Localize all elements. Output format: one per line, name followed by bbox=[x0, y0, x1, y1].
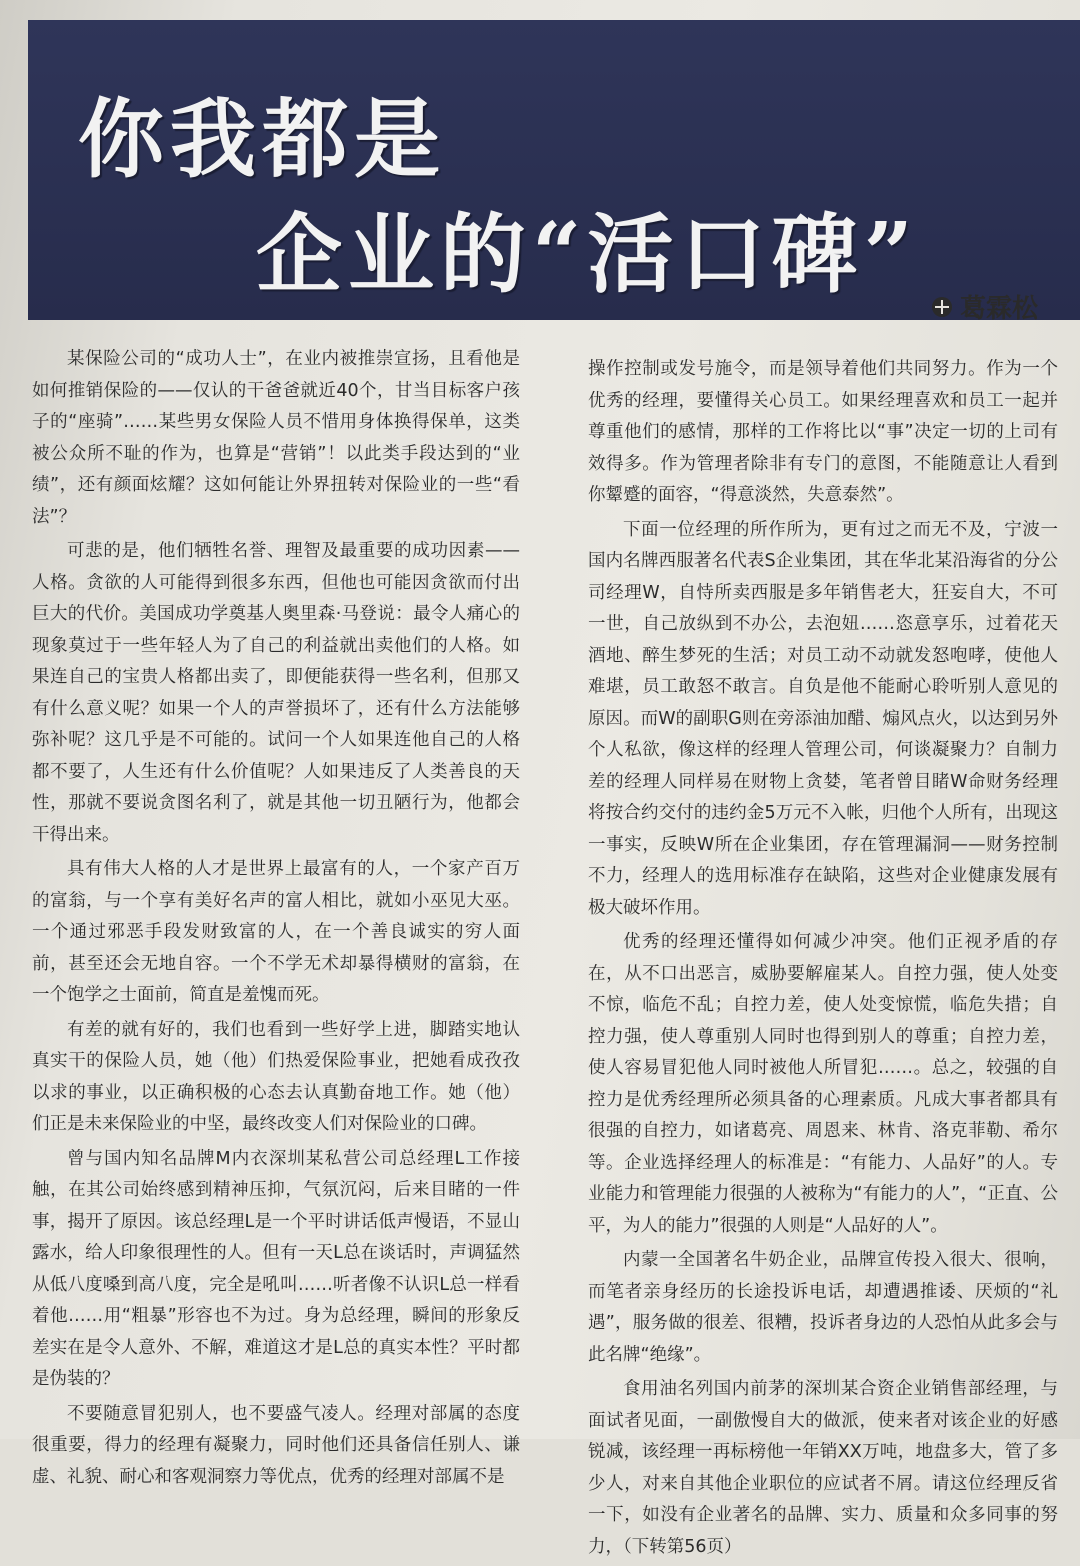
paragraph: 不要随意冒犯别人，也不要盛气凌人。经理对部属的态度很重要，得力的经理有凝聚力，同时他们还具备信任别人、谦虚、礼貌、耐心和客观洞察力等优点，优秀的经理对部属不是 bbox=[32, 1403, 520, 1487]
paragraph: 具有伟大人格的人才是世界上最富有的人，一个家产百万的富翁，与一个享有美好名声的富人相比，就如小巫见大巫。一个通过邪恶手段发财致富的人，在一个善良诚实的穷人面前，甚至还会无地自容。一个不学无术却暴得横财的富翁，在一个饱学之士面前，简直是羞愧而死。 bbox=[32, 859, 520, 1005]
byline-marker-icon bbox=[932, 297, 952, 317]
paragraph: 有差的就有好的，我们也看到一些好学上进，脚踏实地认真实干的保险人员，她（他）们热爱保险事业，把她看成孜孜以求的事业，以正确积极的心态去认真勤奋地工作。她（他）们正是未来保险业的中坚，最终改变人们对保险业的口碑。 bbox=[32, 1019, 520, 1134]
paragraph: 可悲的是，他们牺牲名誉、理智及最重要的成功因素——人格。贪欲的人可能得到很多东西，但他也可能因贪欲而付出巨大的代价。美国成功学奠基人奥里森·马登说：最令人痛心的现象莫过于一些年轻人为了自己的利益就出卖他们的人格。如果连自己的宝贵人格都出卖了，即便能获得一些名利，但那又有什么意义呢？如果一个人的声誉损坏了，还有什么方法能够弥补呢？这几乎是不可能的。试问一个人如果连他自己的人格都不要了，人生还有什么价值呢？人如果违反了人类善良的天性，那就不要说贪图名利了，就是其他一切丑陋行为，他都会干得出来。 bbox=[32, 541, 520, 845]
author-byline bbox=[932, 288, 1038, 325]
paragraph: 某保险公司的“成功人士”，在业内被推崇宣扬，且看他是如何推销保险的——仅认的干爸爸就近40个，甘当目标客户孩子的“座骑”……某些男女保险人员不惜用身体换得保单，这类被公众所不耻的作为，也算是“营销”！以此类手段达到的“业绩”，还有颜面炫耀？这如何能让外界扭转对保险业的一些“看法”？ bbox=[32, 349, 520, 527]
paragraph: 食用油名列国内前茅的深圳某合资企业销售部经理，与面试者见面，一副傲慢自大的做派，使来者对该企业的好感锐减，该经理一再标榜他一年销XX万吨，地盘多大，管了多少人，对来自其他企业职位的应试者不屑。请这位经理反省一下，如没有企业著名的品牌、实力、质量和众多同事的努力，（下转第56页） bbox=[588, 1379, 1058, 1557]
left-column bbox=[32, 344, 520, 1496]
paragraph: 操作控制或发号施令，而是领导着他们共同努力。作为一个优秀的经理，要懂得关心员工。如果经理喜欢和员工一起并尊重他们的感情，那样的工作将比以“事”决定一切的上司有效得多。作为管理者除非有专门的意图，不能随意让人看到你颦蹙的面容，“得意淡然，失意泰然”。 bbox=[588, 359, 1058, 505]
author-name: 葛霖松 bbox=[959, 294, 1038, 324]
paragraph: 下面一位经理的所作所为，更有过之而无不及，宁波一国内名牌西服著名代表S企业集团，其在华北某沿海省的分公司经理W，自恃所卖西服是多年销售老大，狂妄自大，不可一世，自己放纵到不办公，去泡妞……恣意享乐，过着花天酒地、醉生梦死的生活；对员工动不动就发怒咆哮，使他人难堪，员工敢怒不敢言。自负是他不能耐心聆听别人意见的原因。而W的副职G则在旁添油加醋、煽风点火，以达到另外个人私欲，像这样的经理人管理公司，何谈凝聚力？自制力差的经理人同样易在财物上贪婪，笔者曾目睹W命财务经理将按合约交付的违约金5万元不入帐，归他个人所有，出现这一事实，反映W所在企业集团，存在管理漏洞——财务控制不力，经理人的选用标准存在缺陷，这些对企业健康发展有极大破坏作用。 bbox=[588, 519, 1058, 918]
paragraph: 曾与国内知名品牌M内衣深圳某私营公司总经理L工作接触，在其公司始终感到精神压抑，气氛沉闷，后来目睹的一件事，揭开了原因。该总经理L是一个平时讲话低声慢语，不显山露水，给人印象很理性的人。但有一天L总在谈话时，声调猛然从低八度嗓到高八度，完全是吼叫……听者像不认识L总一样看着他……用“粗暴”形容也不为过。身为总经理，瞬间的形象反差实在是令人意外、不解，难道这才是L总的真实本性？平时都是伪装的？ bbox=[32, 1148, 520, 1389]
title-banner bbox=[28, 20, 1080, 320]
article-title-line-2: 企业的“活口碑” bbox=[256, 204, 919, 305]
paragraph: 优秀的经理还懂得如何减少冲突。他们正视矛盾的存在，从不口出恶言，威胁要解雇某人。自控力强，使人处变不惊，临危不乱；自控力差，使人处变惊慌，临危失措；自控力强，使人尊重别人同时也得到别人的尊重；自控力差，使人容易冒犯他人同时被他人所冒犯……。总之，较强的自控力是优秀经理所必须具备的心理素质。凡成大事者都具有很强的自控力，如诸葛亮、周恩来、林肯、洛克菲勒、希尔等。企业选择经理人的标准是：“有能力、人品好”的人。专业能力和管理能力很强的人被称为“有能力的人”，“正直、公平，为人的能力”很强的人则是“人品好的人”。 bbox=[588, 932, 1058, 1236]
right-column bbox=[588, 354, 1058, 1566]
paragraph: 内蒙一全国著名牛奶企业，品牌宣传投入很大、很响，而笔者亲身经历的长途投诉电话，却遭遇推诿、厌烦的“礼遇”，服务做的很差、很糟，投诉者身边的人恐怕从此多会与此名牌“绝缘”。 bbox=[588, 1250, 1058, 1365]
article-title-line-1: 你我都是 bbox=[78, 89, 446, 190]
